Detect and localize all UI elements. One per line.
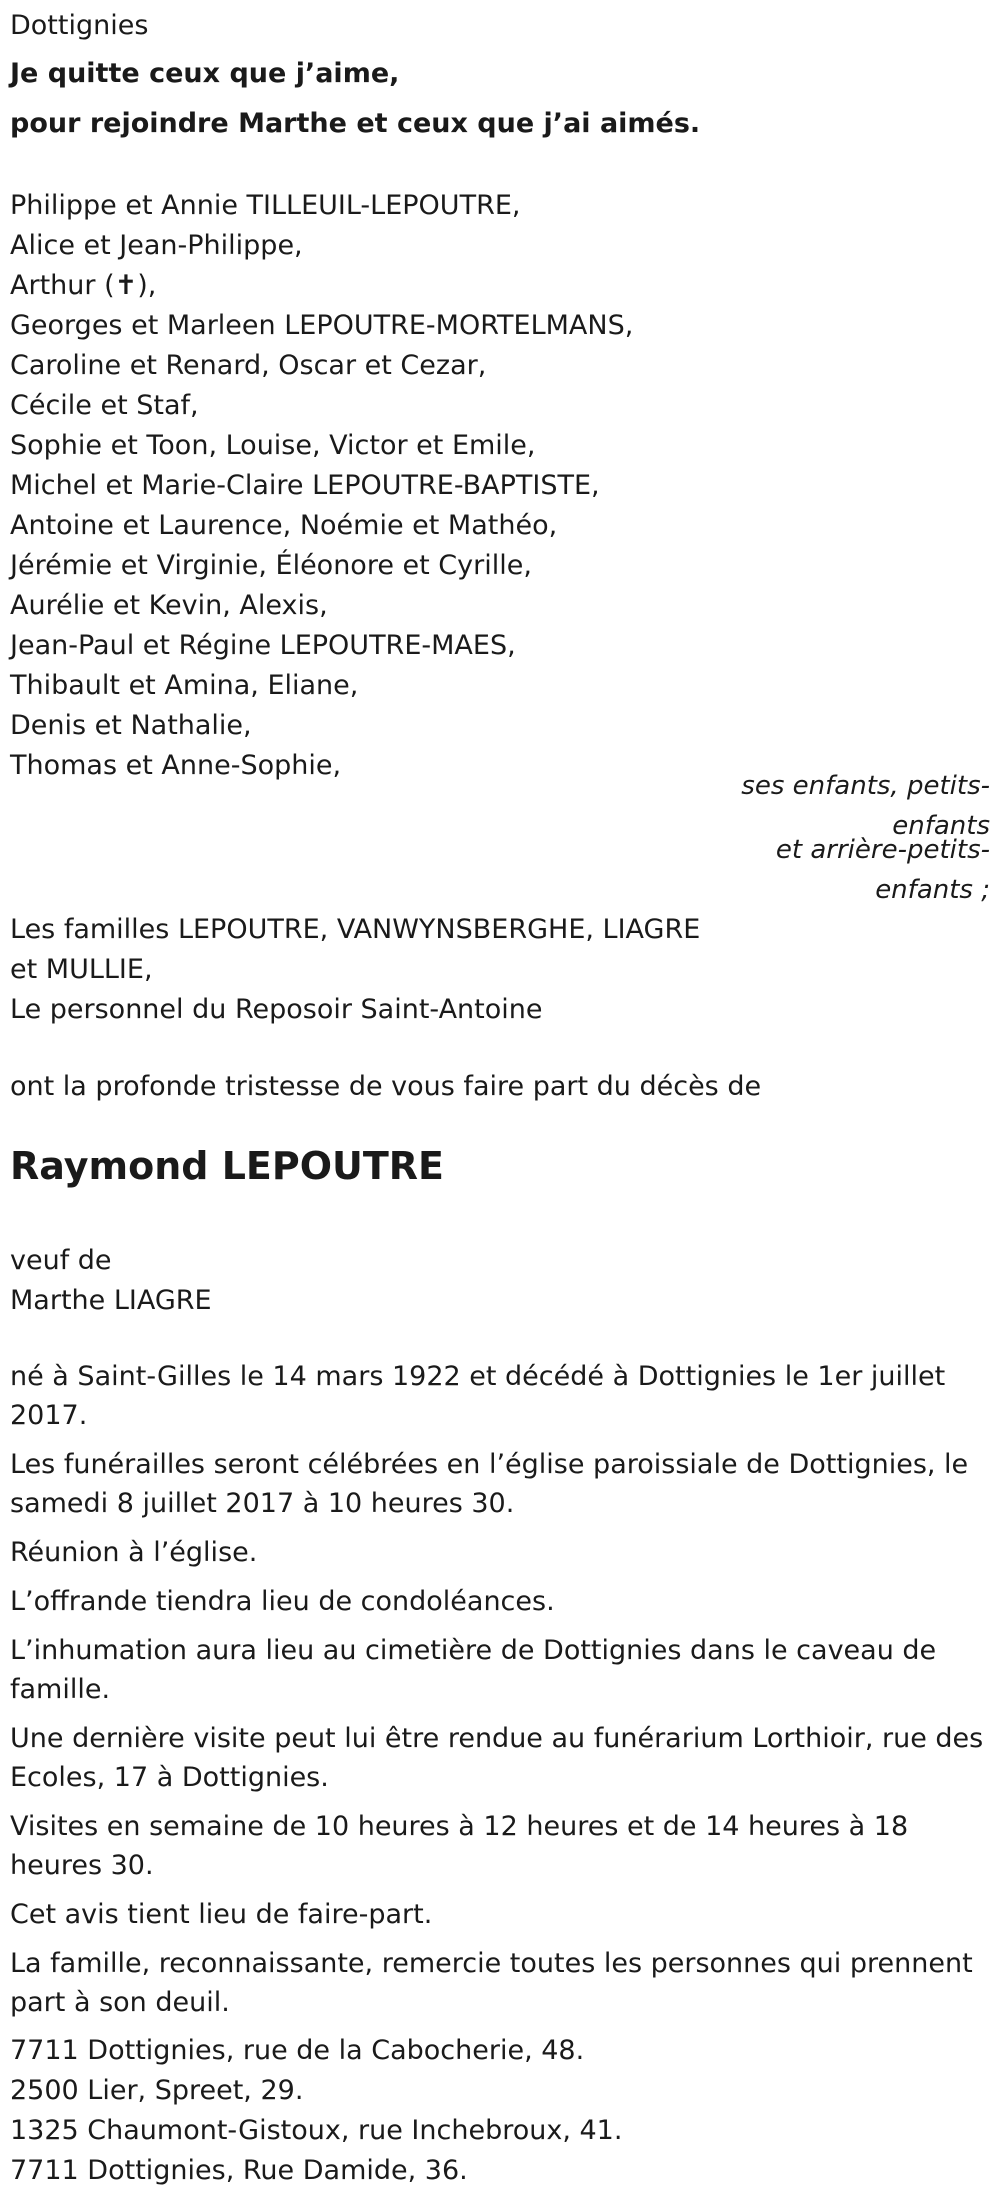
family-member-line: Cécile et Staf, <box>10 390 199 421</box>
widow-label: veuf de <box>10 1245 112 1276</box>
family-member-suffix: ), <box>137 270 157 301</box>
family-member-line: Antoine et Laurence, Noémie et Mathéo, <box>10 510 558 541</box>
mourner-line: Les familles LEPOUTRE, VANWYNSBERGHE, LIAGRE <box>10 914 701 945</box>
offering-info: L’offrande tiendra lieu de condoléances. <box>10 1586 555 1617</box>
address-list <box>10 2031 622 2191</box>
relation-label-great-grandchildren: et arrière-petits-enfants ; <box>775 835 990 905</box>
visit-hours: Visites en semaine de 10 heures à 12 heures et de 14 heures à 18 heures 30. <box>10 1811 909 1881</box>
other-mourners <box>10 910 700 1030</box>
family-member-line: Aurélie et Kevin, Alexis, <box>10 590 328 621</box>
place-name: Dottignies <box>10 10 149 41</box>
family-member-line: Michel et Marie-Claire LEPOUTRE-BAPTISTE, <box>10 470 600 501</box>
quote-line-1: Je quitte ceux que j’aime, <box>10 58 400 89</box>
cross-icon: ✝ <box>114 270 138 301</box>
family-member-line: Denis et Nathalie, <box>10 710 252 741</box>
family-member-line: Sophie et Toon, Louise, Victor et Emile, <box>10 430 536 461</box>
address-line: 7711 Dottignies, Rue Damide, 36. <box>10 2155 468 2186</box>
family-member-line: Jean-Paul et Régine LEPOUTRE-MAES, <box>10 630 516 661</box>
address-line: 7711 Dottignies, rue de la Cabocherie, 48. <box>10 2035 585 2066</box>
family-member-line: Alice et Jean-Philippe, <box>10 230 303 261</box>
family-member-line: Georges et Marleen LEPOUTRE-MORTELMANS, <box>10 310 634 341</box>
spouse-name: Marthe LIAGRE <box>10 1285 212 1316</box>
funeral-info: Les funérailles seront célébrées en l’église paroissiale de Dottignies, le samedi 8 juillet 2017 à 10 heures 30. <box>10 1449 969 1519</box>
family-member-line: Jérémie et Virginie, Éléonore et Cyrille, <box>10 550 532 581</box>
visit-info: Une dernière visite peut lui être rendue au funérarium Lorthioir, rue des Ecoles, 17 à Dottignies. <box>10 1723 984 1793</box>
relation-label-children: ses enfants, petits-enfants <box>741 771 990 841</box>
funeral-details <box>10 1357 985 2032</box>
family-member-line: Thomas et Anne-Sophie, <box>10 750 342 781</box>
quote-line-2: pour rejoindre Marthe et ceux que j’ai aimés. <box>10 108 701 139</box>
burial-info: L’inhumation aura lieu au cimetière de Dottignies dans le caveau de famille. <box>10 1635 937 1705</box>
birth-death-info: né à Saint-Gilles le 14 mars 1922 et décédé à Dottignies le 1er juillet 2017. <box>10 1361 946 1431</box>
family-member-line: Thibault et Amina, Eliane, <box>10 670 359 701</box>
announcement-text: ont la profonde tristesse de vous faire part du décès de <box>10 1071 762 1102</box>
family-list <box>10 186 633 786</box>
address-line: 1325 Chaumont-Gistoux, rue Inchebroux, 41. <box>10 2115 623 2146</box>
notice-info: Cet avis tient lieu de faire-part. <box>10 1899 433 1930</box>
meeting-info: Réunion à l’église. <box>10 1537 258 1568</box>
deceased-name: Raymond LEPOUTRE <box>10 1144 445 1188</box>
family-member-line: Caroline et Renard, Oscar et Cezar, <box>10 350 487 381</box>
family-member-line-arthur <box>10 266 633 306</box>
address-line: 2500 Lier, Spreet, 29. <box>10 2075 304 2106</box>
thanks-info: La famille, reconnaissante, remercie toutes les personnes qui prennent part à son deuil. <box>10 1948 973 2018</box>
widow-info <box>10 1241 212 1321</box>
mourner-line: et MULLIE, <box>10 954 153 985</box>
family-member-name: Arthur ( <box>10 270 115 301</box>
family-member-line: Philippe et Annie TILLEUIL-LEPOUTRE, <box>10 190 521 221</box>
mourner-line: Le personnel du Reposoir Saint-Antoine <box>10 994 543 1025</box>
